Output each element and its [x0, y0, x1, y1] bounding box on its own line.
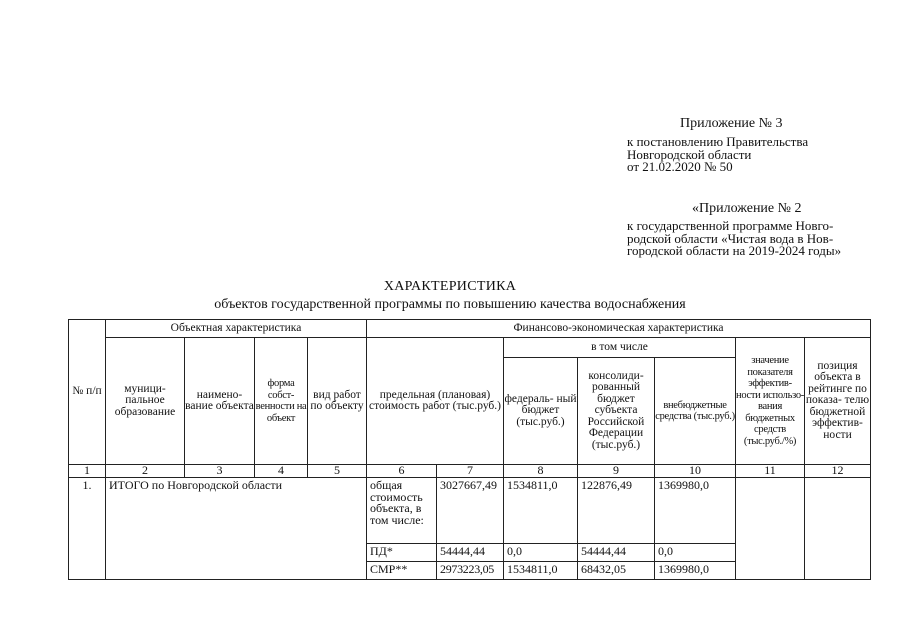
- row-name: ИТОГО по Новгородской области: [106, 478, 367, 580]
- header-municipal: муници- пальное образование: [106, 338, 185, 465]
- header-object-characteristic: Объектная характеристика: [106, 320, 367, 338]
- row-federal: 1534811,0: [504, 478, 578, 544]
- row-extra: 0,0: [655, 544, 736, 562]
- row-efficiency: [736, 478, 805, 580]
- col-number: 6: [367, 465, 437, 478]
- row-cost: 3027667,49: [437, 478, 504, 544]
- row-consolidated: 68432,05: [578, 562, 655, 580]
- annex3-title: Приложение № 3: [680, 116, 783, 131]
- row-rating: [805, 478, 871, 580]
- row-sub-label: СМР**: [367, 562, 437, 580]
- col-number: 1: [69, 465, 106, 478]
- row-sub-label: ПД*: [367, 544, 437, 562]
- header-including: в том числе: [504, 338, 736, 358]
- annex2-line: городской области на 2019-2024 годы»: [627, 243, 842, 258]
- col-number: 10: [655, 465, 736, 478]
- col-number: 5: [308, 465, 367, 478]
- annex3-line: от 21.02.2020 № 50: [627, 159, 733, 174]
- row-consolidated: 122876,49: [578, 478, 655, 544]
- annex2-title: «Приложение № 2: [692, 201, 802, 216]
- header-object-name: наимено- вание объекта: [185, 338, 255, 465]
- annex3-line: Новгородской области: [627, 146, 752, 162]
- row-extra: 1369980,0: [655, 478, 736, 544]
- header-rating: позиция объекта в рейтинге по показа- телю бюджетной эффектив- ности: [805, 338, 871, 465]
- document-title: ХАРАКТЕРИСТИКА: [383, 279, 517, 294]
- header-num: № п/п: [69, 320, 106, 465]
- row-sub-label: общая стоимость объекта, в том числе:: [367, 478, 437, 544]
- annex2-line: родской области «Чистая вода в Нов-: [627, 230, 834, 246]
- col-number: 4: [255, 465, 308, 478]
- annex2-block: [627, 220, 841, 258]
- header-work-type: вид работ по объекту: [308, 338, 367, 465]
- table-row: [69, 478, 871, 544]
- header-consolidated: консолиди- рованный бюджет субъекта Российской Федерации (тыс.руб.): [578, 358, 655, 465]
- col-number: 12: [805, 465, 871, 478]
- annex3-line: к постановлению Правительства: [627, 134, 809, 149]
- header-financial-characteristic: Финансово-экономическая характеристика: [367, 320, 871, 338]
- row-cost: 2973223,05: [437, 562, 504, 580]
- col-number: 8: [504, 465, 578, 478]
- header-cost: предельная (плановая) стоимость работ (тыс.руб.): [367, 338, 504, 465]
- row-extra: 1369980,0: [655, 562, 736, 580]
- annex2-line: к государственной программе Новго-: [627, 218, 834, 233]
- row-cost: 54444,44: [437, 544, 504, 562]
- col-number: 11: [736, 465, 805, 478]
- row-consolidated: 54444,44: [578, 544, 655, 562]
- header-extrabudget: внебюджетные средства (тыс.руб.): [655, 358, 736, 465]
- row-num: 1.: [69, 478, 106, 580]
- header-ownership: форма собст- венности на объект: [255, 338, 308, 465]
- row-federal: 0,0: [504, 544, 578, 562]
- header-federal: федераль- ный бюджет (тыс.руб.): [504, 358, 578, 465]
- header-efficiency: значение показателя эффектив- ности использо- вания бюджетных средств (тыс.руб./%): [736, 338, 805, 465]
- col-number: 2: [106, 465, 185, 478]
- characteristics-table: [68, 319, 871, 580]
- column-numbers-row: [69, 465, 871, 478]
- col-number: 9: [578, 465, 655, 478]
- row-federal: 1534811,0: [504, 562, 578, 580]
- annex3-block: [627, 136, 808, 174]
- col-number: 3: [185, 465, 255, 478]
- document-subtitle: объектов государственной программы по повышению качества водоснабжения: [214, 297, 686, 312]
- col-number: 7: [437, 465, 504, 478]
